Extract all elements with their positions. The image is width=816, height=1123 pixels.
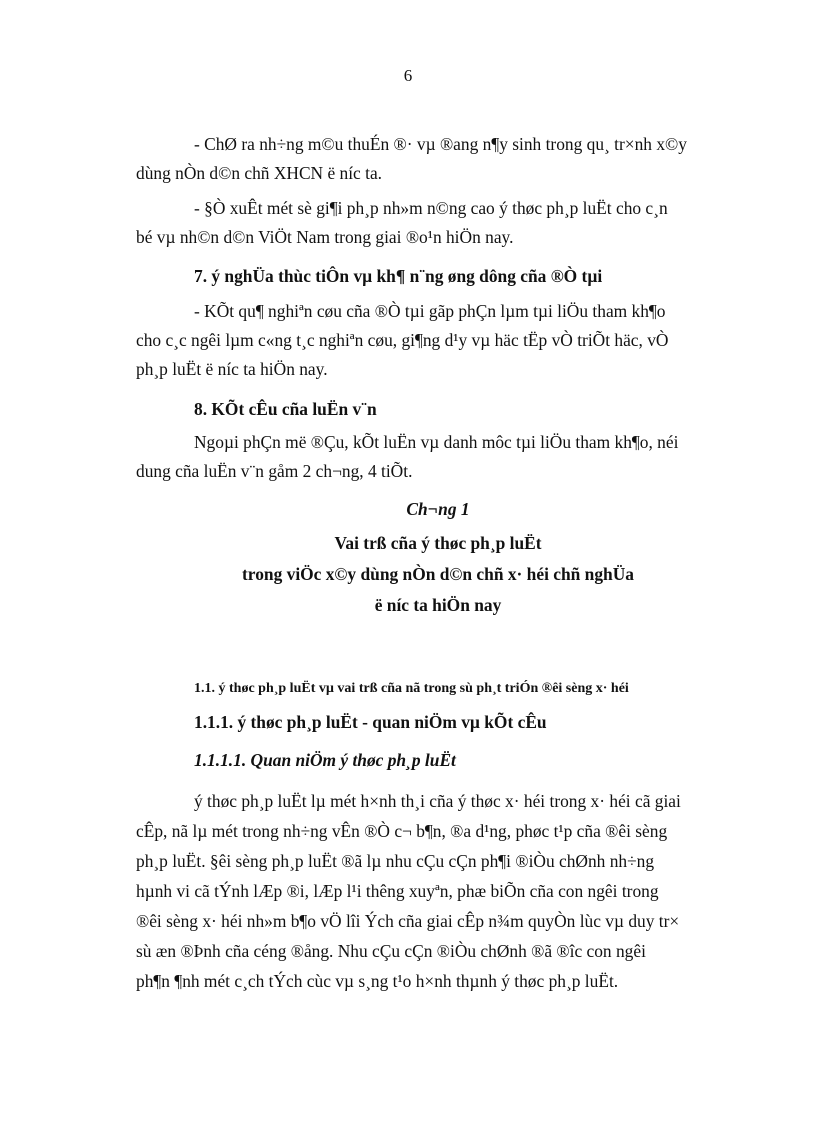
text-line: ý thøc ph¸p luËt lµ mét h×nh th¸i cña ý thøc x· héi trong x· héi cã giai — [194, 791, 681, 811]
heading-text: 7. ý nghÜa thùc tiÔn vµ kh¶ n¨ng øng dông cña ®Ò tµi — [194, 266, 603, 286]
text-line: bé vµ nh©n d©n ViÖt Nam trong giai ®o¹n hiÖn nay. — [136, 227, 514, 247]
section-heading-1-1-1 — [136, 708, 740, 737]
heading-text: 1.1.1. ý thøc ph¸p luËt - quan niÖm vµ kÕt cÊu — [194, 712, 547, 732]
text-line: dung cña luËn v¨n gåm 2 ch¬ng, 4 tiÕt. — [136, 461, 413, 481]
text-line: - ChØ ra nh÷ng m©u thuÉn ®· vµ ®ang n¶y sinh trong qu¸ tr×nh x©y — [194, 134, 687, 154]
chapter-heading — [136, 494, 740, 621]
text-line: hµnh vi cã tÝnh lÆp ®i, lÆp l¹i thêng xuyªn, phæ biÕn cña con ngêi trong — [136, 881, 659, 901]
text-line: - §Ò xuÊt mét sè gi¶i ph¸p nh»m n©ng cao ý thøc ph¸p luËt cho c¸n — [194, 198, 668, 218]
text-line: Ngoµi phÇn më ®Çu, kÕt luËn vµ danh môc tµi liÖu tham kh¶o, néi — [194, 432, 679, 452]
text-line: cho c¸c ngêi lµm c«ng t¸c nghiªn cøu, gi¶ng d¹y vµ häc tËp vÒ triÕt häc, vÒ — [136, 330, 669, 350]
paragraph-practical-significance — [136, 297, 740, 384]
text-line: ph¸p luËt ë níc ta hiÖn nay. — [136, 359, 328, 379]
text-line: ph¶n ¶nh mét c¸ch tÝch cùc vµ s¸ng t¹o h×nh thµnh ý thøc ph¸p luËt. — [136, 971, 619, 991]
page-number: 6 — [403, 66, 413, 85]
section-heading-7 — [136, 262, 740, 291]
text-line: sù æn ®Þnh cña céng ®ång. Nhu cÇu cÇn ®iÒu chØnh ®ã ®îc con ngêi — [136, 941, 646, 961]
chapter-title-line: Vai trß cña ý thøc ph¸p luËt — [334, 533, 542, 553]
section-heading-8 — [136, 395, 740, 424]
heading-text: 1.1.1.1. Quan niÖm ý thøc ph¸p luËt — [194, 750, 456, 770]
text-line: - KÕt qu¶ nghiªn cøu cña ®Ò tµi gãp phÇn lµm tµi liÖu tham kh¶o — [194, 301, 666, 321]
chapter-label: Ch¬ng 1 — [406, 499, 470, 519]
paragraph-objective-solutions — [136, 194, 740, 252]
paragraph-thesis-structure — [136, 428, 740, 486]
heading-text: 8. KÕt cÊu cña luËn v¨n — [194, 399, 377, 419]
text-line: cÊp, nã lµ mét trong nh÷ng vÊn ®Ò c¬ b¶n, ®a d¹ng, phøc t¹p cña ®êi sèng — [136, 821, 668, 841]
heading-text: 1.1. ý thøc ph¸p luËt vµ vai trß cña nã trong sù ph¸t triÓn ®êi sèng x· héi — [194, 681, 629, 696]
text-line: dùng nÒn d©n chñ XHCN ë níc ta. — [136, 163, 383, 183]
paragraph-objective-contradictions — [136, 130, 740, 188]
section-heading-1-1-1-1 — [136, 746, 740, 775]
chapter-title-line: ë níc ta hiÖn nay — [374, 595, 502, 615]
section-heading-1-1 — [136, 674, 740, 703]
paragraph-legal-consciousness — [136, 786, 740, 996]
chapter-title-line: trong viÖc x©y dùng nÒn d©n chñ x· héi chñ nghÜa — [242, 564, 634, 584]
text-line: ph¸p luËt. §êi sèng ph¸p luËt ®ã lµ nhu cÇu cÇn ph¶i ®iÒu chØnh nh÷ng — [136, 851, 655, 871]
text-line: ®êi sèng x· héi nh»m b¶o vÖ lîi Ých cña giai cÊp n¾m quyÒn lùc vµ duy tr× — [136, 911, 680, 931]
